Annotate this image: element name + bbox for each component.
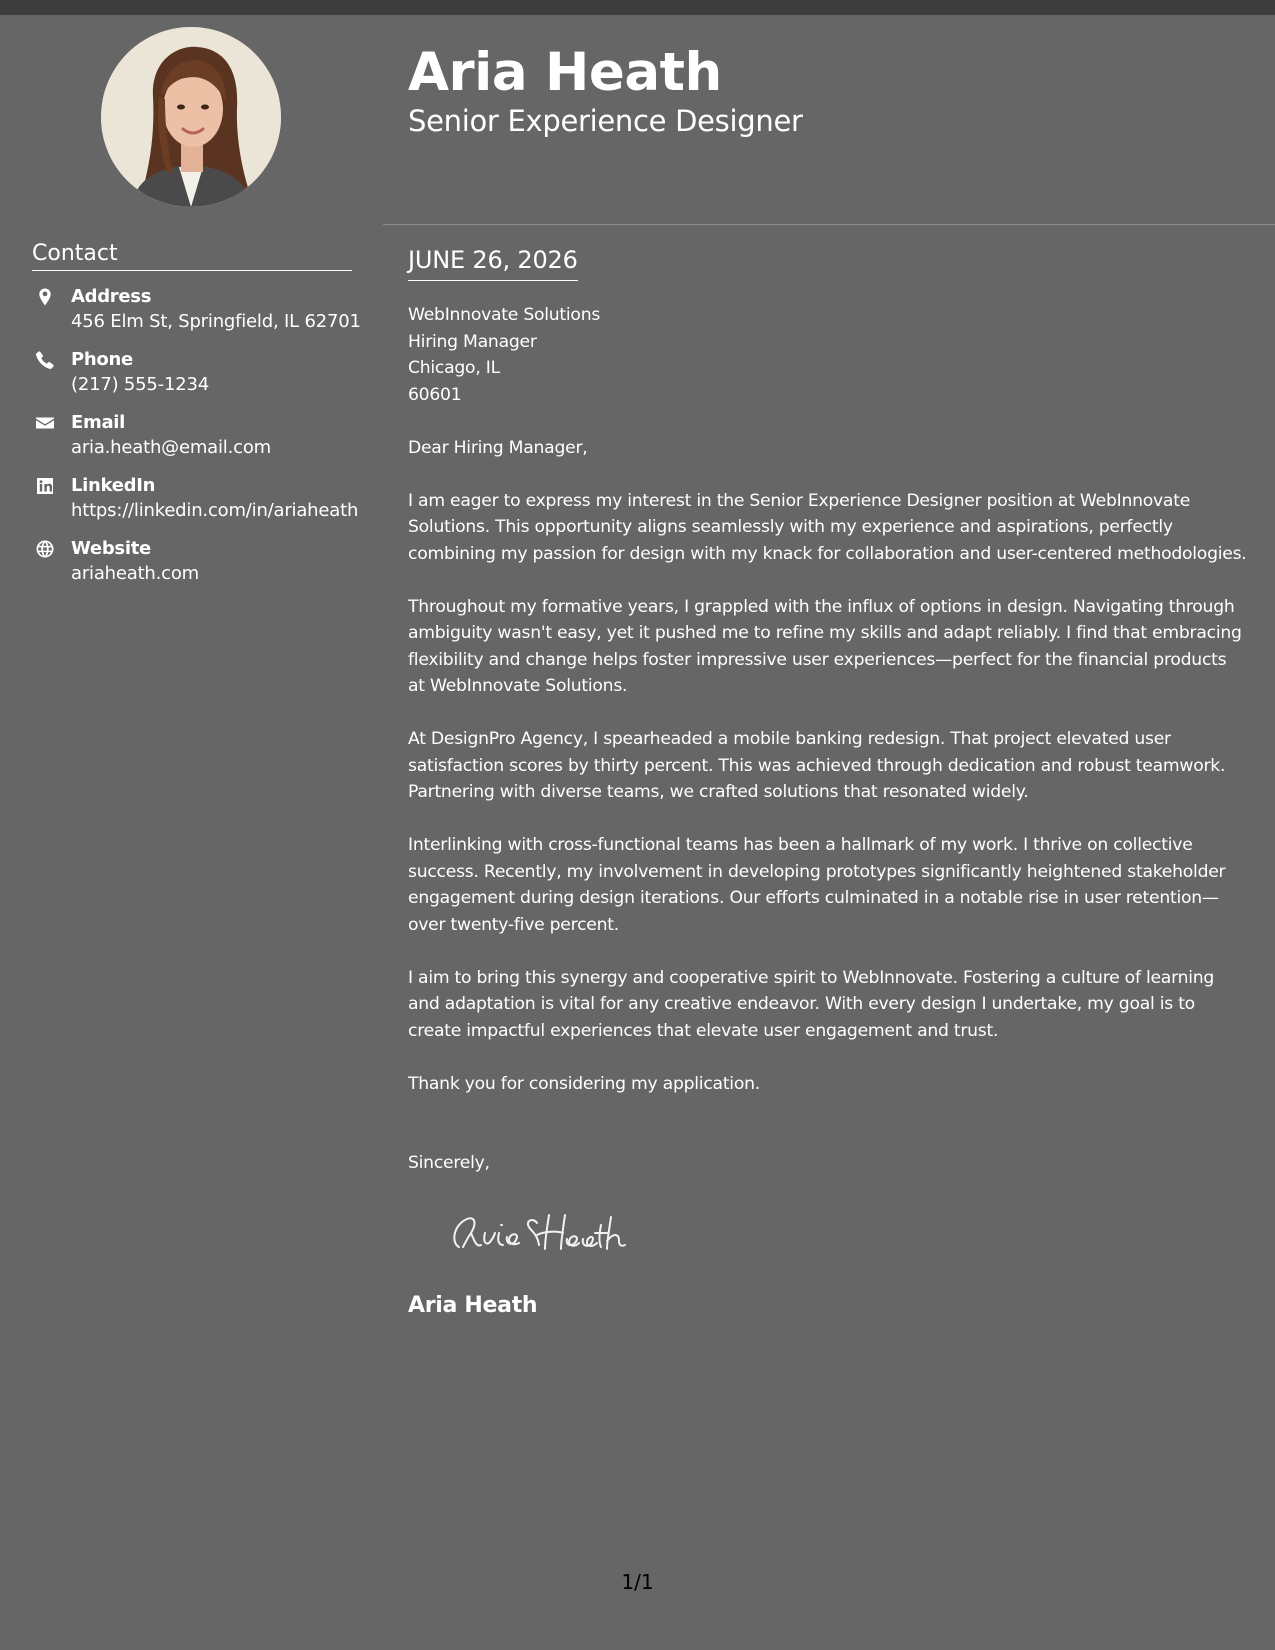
recipient-role: Hiring Manager [408, 331, 537, 352]
contact-item-website [32, 537, 372, 600]
linkedin-icon [35, 476, 55, 496]
salutation: Dear Hiring Manager, [408, 437, 588, 458]
contact-item-phone [32, 348, 372, 411]
linkedin-link[interactable]: https://linkedin.com/in/ariaheath [71, 500, 359, 521]
recipient-zip: 60601 [408, 384, 462, 405]
globe-icon [35, 539, 55, 559]
contact-label-linkedin: LinkedIn [71, 475, 156, 496]
contact-label-address: Address [71, 286, 152, 307]
contact-label-phone: Phone [71, 349, 133, 370]
profile-photo-illustration [101, 27, 281, 207]
contact-heading: Contact [32, 241, 352, 271]
letter-paragraph: I am eager to express my interest in the Senior Experience Designer position at WebInnovate Solutions. This opportunity aligns seamlessly with my experience and aspirations, perfectly combining my passion for design with my knack for collaboration and user-centered methodologies. [408, 490, 1247, 564]
contact-label-website: Website [71, 538, 151, 559]
job-title: Senior Experience Designer [408, 104, 803, 138]
handwritten-signature [441, 1203, 661, 1263]
closing: Sincerely, [408, 1153, 490, 1173]
letter-body [408, 302, 1248, 1177]
contact-item-email [32, 411, 372, 474]
profile-photo [101, 27, 281, 207]
top-bar [0, 0, 1275, 15]
recipient-company: WebInnovate Solutions [408, 305, 601, 325]
website-link[interactable]: ariaheath.com [71, 563, 200, 584]
contact-item-address [32, 285, 372, 348]
contact-list [32, 285, 372, 600]
letter-paragraph: Interlinking with cross-functional teams has been a hallmark of my work. I thrive on collective success. Recently, my involvement in developing prototypes significantly heightened stakeholder engagement during design iterations. Our efforts culminated in a notable rise in user retention—over twenty-five percent. [408, 835, 1226, 935]
letter-paragraph: At DesignPro Agency, I spearheaded a mobile banking redesign. That project elevated user satisfaction scores by thirty percent. This was achieved through dedication and robust teamwork. Partnering with diverse teams, we crafted solutions that resonated widely. [408, 729, 1226, 802]
recipient-city: Chicago, IL [408, 358, 500, 378]
phone-icon [35, 350, 55, 370]
address-value: 456 Elm St, Springfield, IL 62701 [71, 311, 361, 332]
letter-date: JUNE 26, 2026 [408, 244, 578, 281]
map-pin-icon [35, 287, 55, 307]
signer-name: Aria Heath [408, 1293, 538, 1318]
thank-you-line: Thank you for considering my application. [408, 1073, 760, 1094]
email-value: aria.heath@email.com [71, 437, 271, 458]
letter-paragraph: I aim to bring this synergy and cooperative spirit to WebInnovate. Fostering a culture of learning and adaptation is vital for any creative endeavor. With every design I undertake, my goal is to create impactful experiences that elevate user engagement and trust. [408, 967, 1215, 1041]
contact-label-email: Email [71, 412, 126, 433]
page-number: 1/1 [621, 1570, 654, 1594]
recipient-block [408, 302, 1248, 408]
letter-paragraph: Throughout my formative years, I grappled with the influx of options in design. Navigating through ambiguity wasn't easy, yet it pushed me to refine my skills and adapt reliably. I find that embracing flexibility and change helps foster impressive user experiences—perfect for the financial products at WebInnovate Solutions. [408, 596, 1242, 696]
envelope-icon [35, 413, 55, 433]
phone-value: (217) 555-1234 [71, 374, 209, 395]
applicant-name: Aria Heath [408, 42, 722, 103]
sidebar [0, 15, 383, 1650]
header-divider [383, 224, 1275, 225]
contact-item-linkedin [32, 474, 372, 537]
